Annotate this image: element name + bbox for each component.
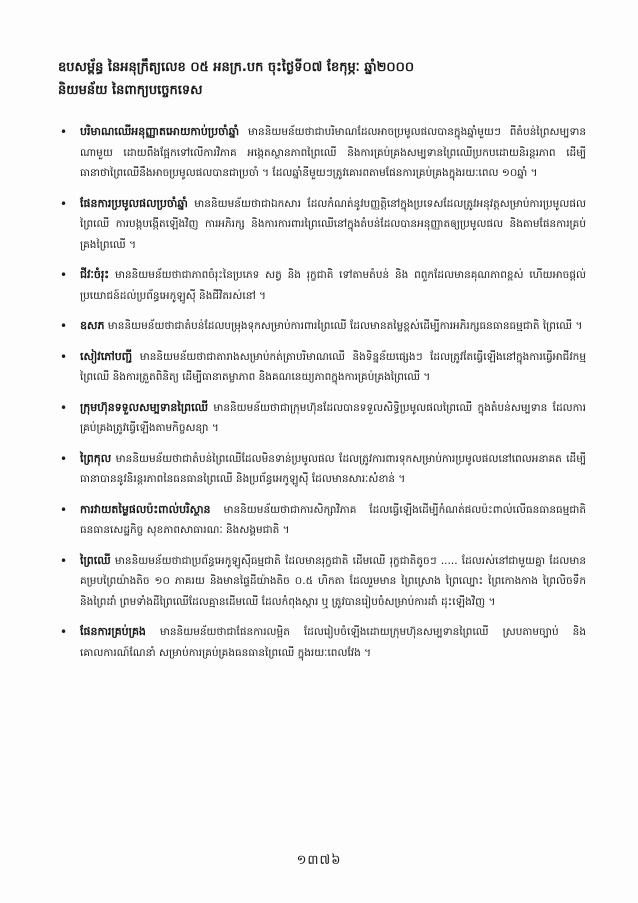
definition-term: ក្រុមហ៊ុនទទួលសម្បទានព្រៃឈើ [80, 400, 208, 414]
definition-text: មាននិយមន័យថាជាតំបន់ដែលបម្រុងទុកសម្រាប់ការពារព្រៃឈើ ដែលមានតម្លៃខ្ពស់ដើម្បីការអភិរក្សធនធានធម្មជាតិ ព្រៃឈើ ។ [107, 320, 583, 332]
bullet-icon: • [60, 451, 68, 466]
definition-text: មាននិយមន័យថាជាឯកសារ ដែលកំណត់នូវបញ្ញត្តិនៅក្នុងប្រទេសដែលត្រូវអនុវត្តសម្រាប់ការប្រមូលផលព្រៃឈើ ការបង្កបង្កើតឡើងវិញ ការអភិរក្ស និងការការពារព្រៃឈើនៅក្នុងតំបន់ដែលបានអនុញ្ញាតឲ្យប្រមូលផល និងតាមផែនការគ្រប់គ្រងព្រៃឈើ ។ [80, 197, 587, 251]
definition-item [58, 622, 586, 663]
bullet-icon: • [60, 502, 68, 517]
definition-text: មាននិយមន័យថាជាភាពចំរុះនៃប្រភេទ សត្វ និង រុក្ខជាតិ ទៅតាមតំបន់ និង ពពួកដែលមានគុណភាពខ្ពស់ ហើយអាចផ្តល់ប្រយោជន៍ដល់ប្រព័ន្ធអេកូឡូស៊ី និងជីវិតរស់នៅ ។ [80, 269, 587, 302]
definition-item [58, 398, 586, 439]
definition-term: បរិមាណឈើអនុញ្ញាតអោយកាប់ប្រចាំឆ្នាំ [80, 125, 240, 138]
definition-text: មាននិយមន័យថាជាប្រព័ន្ធអេកូឡូស៊ីធម្មជាតិ ដែលមានរុក្ខជាតិ ដើមឈើ រុក្ខជាតិតូចៗ ..... ដែលរស់នៅជាមួយគ្នា ដែលមានគម្របព្រៃយ៉ាងតិច ១០ ភាគរយ និងមានផ្ទៃដីយ៉ាងតិច ០.៥ ហិកតា ដែលរួមមាន ព្រៃស្រោង ព្រៃល្បោះ ព្រៃកោងកាង ព្រៃលិចទឹក និងព្រៃដាំ ព្រមទាំងដីព្រៃឈើដែលគ្មានដើមឈើ ដែលកំពុងស្តារ ឬ ត្រូវបានរៀបចំសម្រាប់ការដាំ ដុះឡើងវិញ ។ [80, 554, 586, 608]
bullet-icon: • [60, 319, 68, 333]
definition-term: ព្រៃកុល [80, 451, 112, 465]
definition-text: មាននិយមន័យថាជាតំបន់ព្រៃឈើដែលមិនទាន់ប្រមូលផល ដែលត្រូវការពារទុកសម្រាប់ការប្រមូលផលនៅពេលអនាគត ដើម្បីធានាបាននូវនិរន្តរភាពនៃធនធានព្រៃឈើ និងប្រព័ន្ធអេកូឡូស៊ី ដែលមានសារៈសំខាន់ ។ [80, 452, 586, 485]
document-header [58, 58, 578, 101]
definition-text: មាននិយមន័យថាជាបរិមាណដែលអាចប្រមូលផលបានក្នុងឆ្នាំមួយៗ ពីតំបន់ព្រៃសម្បទានណាមួយ ដោយពឹងផ្អែកទៅលើការវិភាគ អង្កេតស្ថានភាពព្រៃឈើ និងការគ្រប់គ្រងសម្បទានព្រៃឈើប្រកបដោយនិរន្តរភាព ដើម្បីធានាថាព្រៃឈើនឹងអាចប្រមូលផលបានជាប្រចាំ ។ ដែលឆ្នាំនីមួយៗត្រូវគោរពតាមផែនការគ្រប់គ្រងក្នុងរយៈពេល ១០ឆ្នាំ ។ [80, 126, 587, 179]
bullet-icon: • [60, 553, 68, 568]
definition-item [58, 316, 586, 337]
definition-term: ឧសភ [80, 319, 105, 332]
definition-text: មាននិយមន័យថាជាតារាងសម្រាប់កត់ត្រាបរិមាណឈើ និងទិន្នន័យផ្សេងៗ ដែលត្រូវតែធ្វើឡើងនៅក្នុងការធ្វើអាជីវកម្មព្រៃឈើ និងការត្រួតពិនិត្យ ដើម្បីធានាតម្លាភាព និងគណនេយ្យភាពក្នុងការគ្រប់គ្រងព្រៃឈើ ។ [80, 350, 586, 383]
annex-title: ឧបសម្ព័ន្ធ នៃអនុក្រឹត្យលេខ ០៥ អនក្រ.បក ចុះថ្ងៃទី០៧ ខែកុម្ភៈ ឆ្នាំ២០០០ [58, 60, 415, 75]
section-subtitle: និយមន័យ នៃពាក្យបច្ចេកទេស [58, 83, 203, 98]
definition-item [58, 265, 586, 306]
definition-term: ព្រៃឈើ [80, 553, 111, 567]
definition-term: ជីវៈចំរុះ [80, 268, 110, 281]
bullet-icon: • [60, 625, 68, 639]
bullet-icon: • [60, 196, 68, 211]
definition-item [58, 551, 586, 613]
definition-text: មាននិយមន័យថាជាក្រុមហ៊ុនដែលបានទទួលសិទ្ធិប្រមូលផលព្រៃឈើ ក្នុងតំបន់សម្បទាន ដែលការគ្រប់គ្រងត្រូវធ្វើឡើងតាមកិច្ចសន្យា ។ [80, 401, 586, 434]
definition-term: ផែនការប្រមូលផលប្រចាំឆ្នាំ [80, 196, 188, 210]
definition-item [58, 500, 586, 541]
definition-item [58, 347, 586, 388]
definition-item [58, 122, 586, 184]
definition-term: ផែនការគ្រប់គ្រង [80, 625, 146, 638]
definition-text: មាននិយមន័យថាជាផែនការលម្អិត ដែលរៀបចំឡើងដោយក្រុមហ៊ុនសម្បទានព្រៃឈើ ស្របតាមច្បាប់ និងគោលការណ៍ណែនាំ សម្រាប់ការគ្រប់គ្រងធនធានព្រៃឈើ ក្នុងរយៈពេលវែង ។ [80, 626, 586, 659]
definition-term: សៀវភៅបញ្ជី [80, 349, 133, 363]
definition-term: ការវាយតម្លៃផលប៉ះពាល់បរិស្ថាន [80, 502, 211, 516]
definition-text: មាននិយមន័យថាជាការសិក្សាវិភាគ ដែលធ្វើឡើងដើម្បីកំណត់ផលប៉ះពាល់លើធនធានធម្មជាតិ ធនធានសេដ្ឋកិច្ច សុខភាពសាធារណៈ និងសង្គមជាតិ ។ [80, 503, 586, 536]
bullet-icon: • [60, 125, 68, 139]
definition-list [58, 122, 586, 673]
definition-item [58, 194, 586, 256]
page-number: ១៣៧៦ [296, 853, 342, 868]
bullet-icon: • [60, 268, 68, 282]
bullet-icon: • [60, 400, 68, 415]
bullet-icon: • [60, 349, 68, 364]
definition-item [58, 449, 586, 490]
